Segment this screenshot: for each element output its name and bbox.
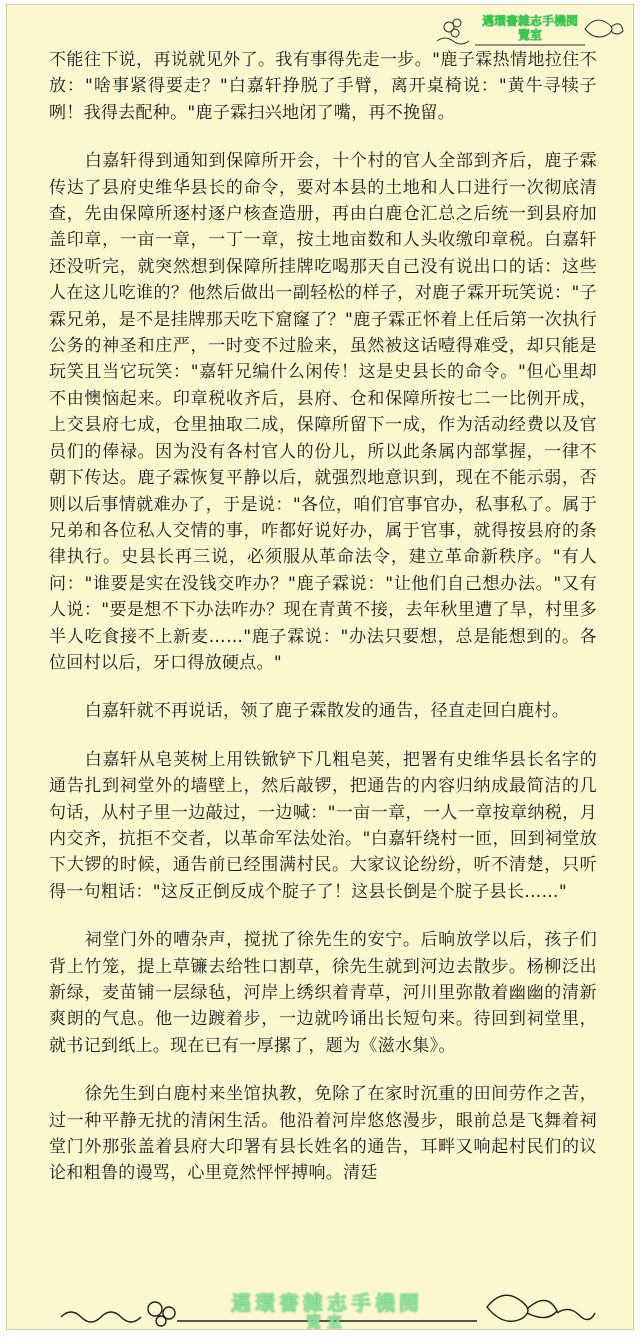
watermark-top-line1: 邁環書雜志手機閱 [481,14,578,28]
watermark-top [435,9,625,51]
watermark-bottom [57,1283,597,1329]
paragraph: 祠堂门外的嘈杂声，搅扰了徐先生的安宁。后晌放学以后，孩子们背上竹笼，提上草镰去给牲口割草，徐先生就到河边去散步。杨柳泛出新绿，麦苗铺一层绿毡，河岸上绣织着青草，河川里弥散着幽幽的清新爽朗的气息。他一边踱着步，一边就吟诵出长短句来。待回到祠堂里，就书记到纸上。现在已有一厚摞了，题为《滋水集》。 [49,930,597,1056]
watermark-bottom-line2: 覽室 [305,1313,348,1330]
article-body [49,47,597,1209]
paragraph: 白嘉轩得到通知到保障所开会，十个村的官人全部到齐后，鹿子霖传达了县府史维华县长的命令，要对本县的土地和人口进行一次彻底清查，先由保障所逐村逐户核查造册，再由白鹿仓汇总之后统一到县府加盖印章，一亩一章，一丁一章，按土地亩数和人头收缴印章税。白嘉轩还没听完，就突然想到保障所挂牌吃喝那天自己没有说出口的话：这些人在这儿吃谁的？他然后做出一副轻松的样子，对鹿子霖开玩笑说："子霖兄弟，是不是挂牌那天吃下窟窿了？"鹿子霖正怀着上任后第一次执行公务的神圣和庄严，一时变不过脸来，虽然被这话噎得难受，却只能是玩笑且当它玩笑："嘉轩兄编什么闲传！这是史县长的命令。"但心里却不由懊恼起来。印章税收齐后，县府、仓和保障所按七二一比例开成，上交县府七成，仓里抽取二成，保障所留下一成，作为活动经费以及官员们的俸禄。因为没有各村官人的份儿，所以此条属内部掌握，一律不朝下传达。鹿子霖恢复平静以后，就强烈地意识到，现在不能示弱，否则以后事情就难办了，于是说："各位，咱们官事官办，私事私了。属于兄弟和各位私人交情的事，咋都好说好办，属于官事，就得按县府的条律执行。史县长再三说，必须服从革命法令，建立革命新秩序。"有人问："谁要是实在没钱交咋办？"鹿子霖说："让他们自己想办法。"又有人说："要是想不下办法咋办？现在青黄不接，去年秋里遭了旱，村里多半人吃食接不上新麦……"鹿子霖说："办法只要想，总是能想到的。各位回村以后，牙口得放硬点。" [49,151,597,673]
watermark-top-line2: 覽室 [517,28,542,42]
paragraph: 徐先生到白鹿村来坐馆执教，免除了在家时沉重的田间劳作之苦，过一种平静无扰的清闲生活。他沿着河岸悠悠漫步，眼前总是飞舞着祠堂门外那张盖着县府大印署有县长姓名的通告，耳畔又响起村民们的议论和粗鲁的谩骂，心里竟然怦怦搏响。清廷 [49,1084,597,1184]
paragraph: 不能往下说，再说就见外了。我有事得先走一步。"鹿子霖热情地拉住不放："啥事紧得要走？"白嘉轩挣脱了手臂，离开桌椅说："黄牛寻犊子咧！我得去配种。"鹿子霖扫兴地闭了嘴，再不挽留。 [49,50,597,123]
paragraph: 白嘉轩就不再说话，领了鹿子霖散发的通告，径直走回白鹿村。 [84,701,570,722]
watermark-bottom-line1: 邁環書雜志手機閱 [231,1291,423,1315]
page [6,4,634,1330]
paragraph: 白嘉轩从皂荚树上用铁锨铲下几粗皂荚，把署有史维华县长名字的通告扎到祠堂外的墙壁上，然后敲锣，把通告的内容归纳成最简洁的几句话，从村子里一边敲过，一边喊："一亩一章，一人一章按章纳税，月内交齐，抗拒不交者，以革命军法处治。"白嘉轩绕村一匝，回到祠堂放下大锣的时候，通告前已经围满村民。大家议论纷纷，听不清楚，只听得一句粗话："这反正倒反成个腚子了！这县长倒是个腚子县长……" [49,749,597,902]
